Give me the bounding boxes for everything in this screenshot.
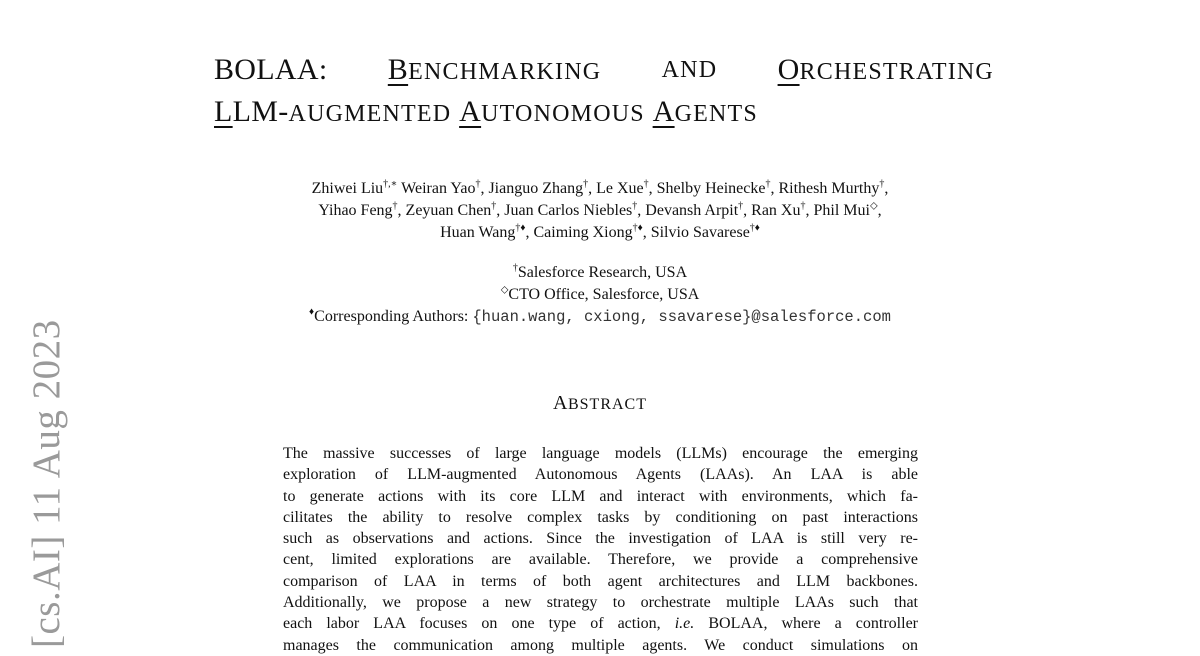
paper-title <box>214 50 994 134</box>
affiliations <box>200 262 1000 328</box>
author-list <box>200 178 1000 244</box>
title-line-1 <box>214 50 994 92</box>
abstract-line: Additionally, we propose a new strategy to orchestrate multiple LAAs such that <box>283 594 918 612</box>
abstract-line: to generate actions with its core LLM and interact with environments, which fa- <box>283 487 918 505</box>
title-word: BOLAA: <box>214 53 328 86</box>
title-word: AUTONOMOUS <box>459 95 645 128</box>
title-word: AND <box>661 57 718 83</box>
abstract-line: The massive successes of large language models (LLMs) encourage the emerging <box>283 445 918 462</box>
abstract-line: cilitates the ability to resolve complex tasks by conditioning on past interactions <box>283 508 918 526</box>
abstract-line: manages the communication among multiple agents. We conduct simulations on <box>283 636 918 654</box>
author-line: Yihao Feng†, Zeyuan Chen†, Juan Carlos Niebles†, Devansh Arpit†, Ran Xu†, Phil Mui◇, <box>318 200 882 219</box>
title-word: BENCHMARKING <box>387 53 602 86</box>
title-word: LLM-AUGMENTED <box>214 95 452 128</box>
affiliation-salesforce-research: †Salesforce Research, USA <box>512 262 688 281</box>
title-line-2 <box>214 92 994 134</box>
email-addresses: {huan.wang, cxiong, ssavarese}@salesforce.com <box>472 308 891 326</box>
affiliation-cto-office: ◇CTO Office, Salesforce, USA <box>500 284 700 303</box>
title-word: ORCHESTRATING <box>777 53 994 86</box>
abstract-line: cent, limited explorations are available. Therefore, we provide a comprehensive <box>283 551 918 569</box>
arxiv-sidebar-stamp: [cs.AI] 11 Aug 2023 <box>25 319 68 648</box>
abstract-line: exploration of LLM-augmented Autonomous Agents (LAAs). An LAA is able <box>283 466 918 484</box>
abstract-line: each labor LAA focuses on one type of action, i.e. BOLAA, where a controller <box>283 615 918 633</box>
author-line: Zhiwei Liu†,∗ Weiran Yao†, Jianguo Zhang†, Le Xue†, Shelby Heinecke†, Rithesh Murthy†, <box>311 178 889 197</box>
corresponding-authors: ♦Corresponding Authors: {huan.wang, cxiong, ssavarese}@salesforce.com <box>309 306 891 326</box>
abstract-heading: ABSTRACT <box>553 392 647 414</box>
author-line: Huan Wang†♦, Caiming Xiong†♦, Silvio Savarese†♦ <box>440 222 760 241</box>
abstract-line: such as observations and actions. Since the investigation of LAA is still very re- <box>283 530 918 548</box>
title-word: AGENTS <box>652 95 758 128</box>
abstract-body <box>283 443 918 656</box>
abstract-line: comparison of LAA in terms of both agent architectures and LLM backbones. <box>283 572 918 590</box>
